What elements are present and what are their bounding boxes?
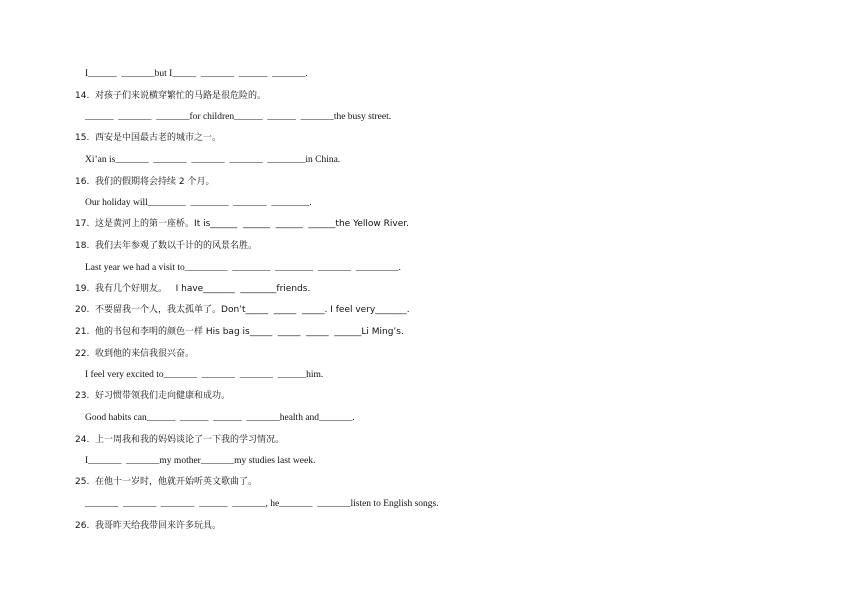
answer-line-24: I_______ _______my mother_______my studies last week.	[85, 456, 316, 466]
question-26: 26. 我哥昨天给我带回来许多玩具。	[75, 521, 222, 531]
answer-line-14: ______ _______ _______for children______ ______ _______the busy street.	[85, 112, 392, 122]
answer-line-15: Xi’an is_______ _______ _______ _______ ________in China.	[85, 155, 341, 165]
question-14: 14. 对孩子们来说横穿繁忙的马路是很危险的。	[75, 91, 267, 101]
question-16: 16. 我们的假期将会持续 2 个月。	[75, 177, 215, 187]
question-20: 20. 不要留我一个人，我太孤单了。Don’t_____ _____ _____. I feel very_______.	[75, 305, 410, 315]
question-21: 21. 他的书包和李明的颜色一样 His bag is_____ _____ _____ ______Li Ming’s.	[75, 327, 404, 337]
answer-line-18: Last year we had a visit to_________ ________ ________ _______ _________.	[85, 263, 401, 273]
question-18: 18. 我们去年参观了数以千计的的风景名胜。	[75, 241, 258, 251]
answer-line-16: Our holiday will________ ________ _______ ________.	[85, 198, 312, 208]
question-15: 15. 西安是中国最古老的城市之一。	[75, 133, 222, 143]
question-25: 25. 在他十一岁时，他就开始听英文歌曲了。	[75, 477, 258, 487]
answer-line-13: I______ _______but I_____ _______ ______ _______.	[85, 69, 308, 79]
answer-line-25: _______ _______ _______ ______ _______, he_______ _______listen to English songs.	[85, 499, 439, 509]
answer-line-22: I feel very excited to_______ _______ _______ ______him.	[85, 370, 324, 380]
answer-line-23: Good habits can______ ______ ______ _______health and_______.	[85, 413, 355, 423]
question-19: 19. 我有几个好朋友。 I have_______ ________friends.	[75, 284, 311, 294]
question-17: 17. 这是黄河上的第一座桥。It is______ ______ ______ ______the Yellow River.	[75, 219, 409, 229]
question-22: 22. 收到他的来信我很兴奋。	[75, 349, 195, 359]
question-23: 23. 好习惯带领我们走向健康和成功。	[75, 391, 231, 401]
question-24: 24. 上一周我和我的妈妈谈论了一下我的学习情况。	[75, 435, 285, 445]
